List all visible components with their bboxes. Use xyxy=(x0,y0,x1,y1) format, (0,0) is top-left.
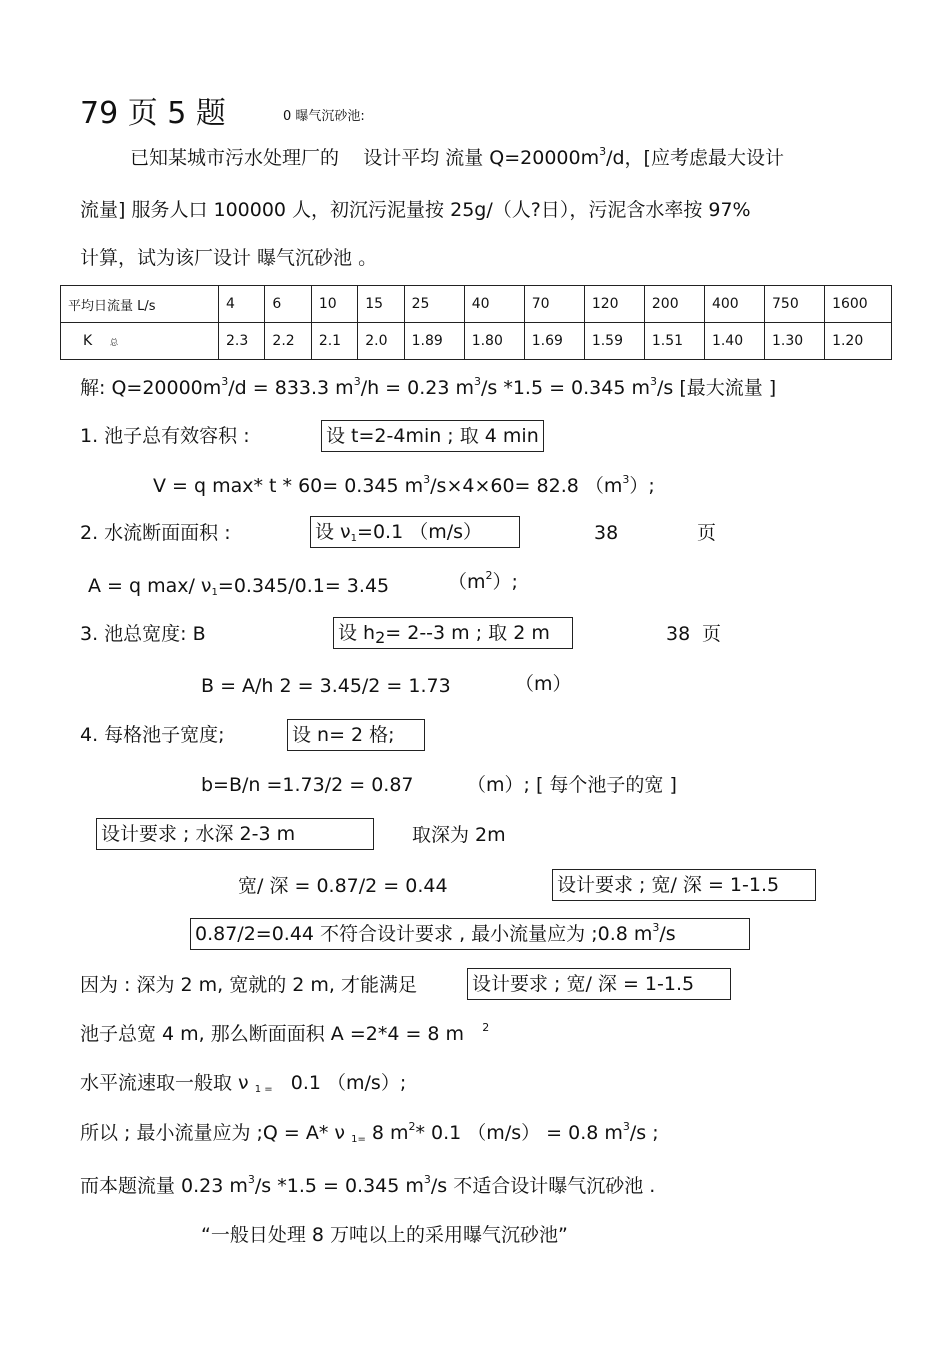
problem-line-1-sup: 3 xyxy=(599,145,607,158)
formula-part: ）; xyxy=(629,475,655,497)
table-cell: 1600 xyxy=(825,286,892,323)
sub: 1 xyxy=(350,533,358,544)
velocity-text: 水平流速取一般取 ν xyxy=(80,1072,249,1094)
sup: 3 xyxy=(622,473,630,486)
total-width-line xyxy=(80,1022,489,1046)
step-2-page-number: 38 xyxy=(594,522,619,544)
step-4-formula: b=B/n =1.73/2 = 0.87 xyxy=(201,774,414,796)
sup: 3 xyxy=(423,473,431,486)
table-cell: 1.40 xyxy=(704,323,764,360)
problem-line-1-b: 设计平均 流量 Q=20000m xyxy=(363,147,600,169)
table-cell: 70 xyxy=(524,286,584,323)
sub: 1 = xyxy=(254,1084,273,1095)
table-cell: 1.69 xyxy=(524,323,584,360)
table-cell: 25 xyxy=(404,286,464,323)
final-text: 而本题流量 0.23 m xyxy=(80,1175,248,1197)
flow-text-b: /d = 833.3 m xyxy=(228,377,354,399)
table-cell: 120 xyxy=(584,286,644,323)
depth-requirement-box: 设计要求 ; 水深 2-3 m xyxy=(96,818,374,850)
table-cell: 1.89 xyxy=(404,323,464,360)
conclusion-box xyxy=(190,918,750,950)
table-cell: 1.51 xyxy=(644,323,704,360)
unit-part: （m xyxy=(448,571,486,593)
sub: 1= xyxy=(351,1134,366,1145)
final-line xyxy=(80,1174,655,1198)
box-text: = 2--3 m ; 取 2 m xyxy=(385,622,550,644)
step-3-unit: （m） xyxy=(515,673,572,695)
sup: 2 xyxy=(485,569,493,582)
final-text: /s *1.5 = 0.345 m xyxy=(254,1175,424,1197)
flow-text-c: /h = 0.23 m xyxy=(360,377,474,399)
problem-line-3: 计算，试为该厂设计 曝气沉砂池 。 xyxy=(80,247,378,269)
sup: 3 xyxy=(649,375,657,388)
sup: 3 xyxy=(622,1120,630,1133)
table-cell: 10 xyxy=(311,286,357,323)
conclusion-text: /s xyxy=(659,923,676,945)
step-4-label: 4. 每格池子宽度; xyxy=(80,724,225,746)
solution-flow-line xyxy=(80,376,776,400)
sup: 2 xyxy=(408,1120,416,1133)
problem-line-1 xyxy=(130,146,784,170)
step-2-formula xyxy=(88,574,389,598)
table-cell: 4 xyxy=(219,286,265,323)
depth-choice: 取深为 2m xyxy=(412,824,506,846)
table-cell: 1.20 xyxy=(825,323,892,360)
table-cell: 750 xyxy=(765,286,825,323)
step-2-label: 2. 水流断面面积 : xyxy=(80,522,231,544)
table-header-flow: 平均日流量 L/s xyxy=(61,286,219,323)
table-header-k xyxy=(61,323,219,360)
table-cell: 40 xyxy=(464,286,524,323)
problem-line-1-c: /d，[应考虑最大设计 xyxy=(606,147,784,169)
min-flow-text: 所以 ; 最小流量应为 ;Q = A* ν xyxy=(80,1122,346,1144)
conclusion-text: 0.87/2=0.44 不符合设计要求 , 最小流量应为 ;0.8 m xyxy=(195,923,653,945)
min-flow-text: * 0.1 （m/s） = 0.8 m xyxy=(415,1122,623,1144)
table-cell: 400 xyxy=(704,286,764,323)
subtitle: 0 曝气沉砂池: xyxy=(283,109,365,124)
table-row-k xyxy=(61,323,892,360)
formula-part: V = q max xyxy=(153,475,254,497)
min-flow-text: /s ; xyxy=(629,1122,659,1144)
sup: 3 xyxy=(221,375,229,388)
sup: 3 xyxy=(247,1173,255,1186)
sub: 1 xyxy=(211,587,218,598)
sub: 2 xyxy=(375,628,386,647)
step-3-formula: B = A/h 2 = 3.45/2 = 1.73 xyxy=(201,675,451,697)
formula-part: A = q max/ ν xyxy=(88,575,212,597)
table-cell: 2.0 xyxy=(358,323,404,360)
step-4-assumption-box: 设 n= 2 格; xyxy=(287,719,425,751)
unit-part: ）; xyxy=(492,571,518,593)
table-cell: 2.2 xyxy=(265,323,311,360)
table-cell: 15 xyxy=(358,286,404,323)
k-label: K xyxy=(83,333,93,349)
flow-text-e: /s [最大流量 ] xyxy=(656,377,777,399)
table-cell: 2.1 xyxy=(311,323,357,360)
step-2-assumption-box xyxy=(310,516,520,548)
table-cell: 2.3 xyxy=(219,323,265,360)
velocity-line xyxy=(80,1071,406,1095)
sup: 3 xyxy=(652,921,660,934)
step-2-unit xyxy=(448,570,518,594)
table-cell: 1.30 xyxy=(765,323,825,360)
k-coefficient-table xyxy=(60,285,892,360)
flow-text-a: 解: Q=20000m xyxy=(80,377,222,399)
ratio-requirement-box: 设计要求 ; 宽/ 深 = 1-1.5 xyxy=(552,869,816,901)
problem-line-1-a: 已知某城市污水处理厂的 xyxy=(130,147,340,169)
box-text: 设 h xyxy=(338,622,376,644)
step-3-page-number: 38 xyxy=(666,623,691,645)
step-2-page-unit: 页 xyxy=(697,522,717,544)
flow-text-d: /s *1.5 = 0.345 m xyxy=(480,377,650,399)
table-cell: 1.80 xyxy=(464,323,524,360)
table-row-flow xyxy=(61,286,892,323)
sup: 2 xyxy=(482,1021,490,1034)
problem-line-2: 流量] 服务人口 100000 人，初沉污泥量按 25g/（人?日），污泥含水率按 97% xyxy=(80,199,751,221)
box-text: =0.1 （m/s） xyxy=(357,521,483,543)
box-text: 设 ν xyxy=(315,521,351,543)
table-cell: 200 xyxy=(644,286,704,323)
sup: 3 xyxy=(423,1173,431,1186)
page-title: 79 页 5 题 xyxy=(80,96,226,131)
formula-part: =0.345/0.1= 3.45 xyxy=(217,575,390,597)
step-3-page-unit: 页 xyxy=(702,623,722,645)
final-text: /s 不适合设计曝气沉砂池 . xyxy=(430,1175,656,1197)
step-1-label: 1. 池子总有效容积 : xyxy=(80,425,250,447)
step-4-formula-tail: （m）; [ 每个池子的宽 ] xyxy=(467,774,677,796)
because-line: 因为 : 深为 2 m, 宽就的 2 m, 才能满足 xyxy=(80,974,417,996)
step-3-label: 3. 池总宽度: B xyxy=(80,623,206,645)
min-flow-line xyxy=(80,1121,659,1145)
k-sub-label: 总 xyxy=(110,338,118,347)
sup: 3 xyxy=(473,375,481,388)
step-3-assumption-box xyxy=(333,617,573,649)
sup: 3 xyxy=(353,375,361,388)
step-1-formula xyxy=(153,474,655,498)
total-width-text: 池子总宽 4 m, 那么断面面积 A =2*4 = 8 m xyxy=(80,1023,465,1045)
because-requirement-box: 设计要求 ; 宽/ 深 = 1-1.5 xyxy=(467,968,731,1000)
velocity-text: 0.1 （m/s）; xyxy=(290,1072,407,1094)
step-1-assumption-box: 设 t=2-4min ; 取 4 min xyxy=(321,420,544,452)
table-cell: 6 xyxy=(265,286,311,323)
rule-of-thumb-quote: “一般日处理 8 万吨以上的采用曝气沉砂池” xyxy=(201,1224,568,1246)
table-cell: 1.59 xyxy=(584,323,644,360)
formula-part: /s×4×60= 82.8 （m xyxy=(430,475,623,497)
formula-part: * t * 60= 0.345 m xyxy=(253,475,424,497)
min-flow-text: 8 m xyxy=(371,1122,409,1144)
width-depth-ratio: 宽/ 深 = 0.87/2 = 0.44 xyxy=(238,875,448,897)
